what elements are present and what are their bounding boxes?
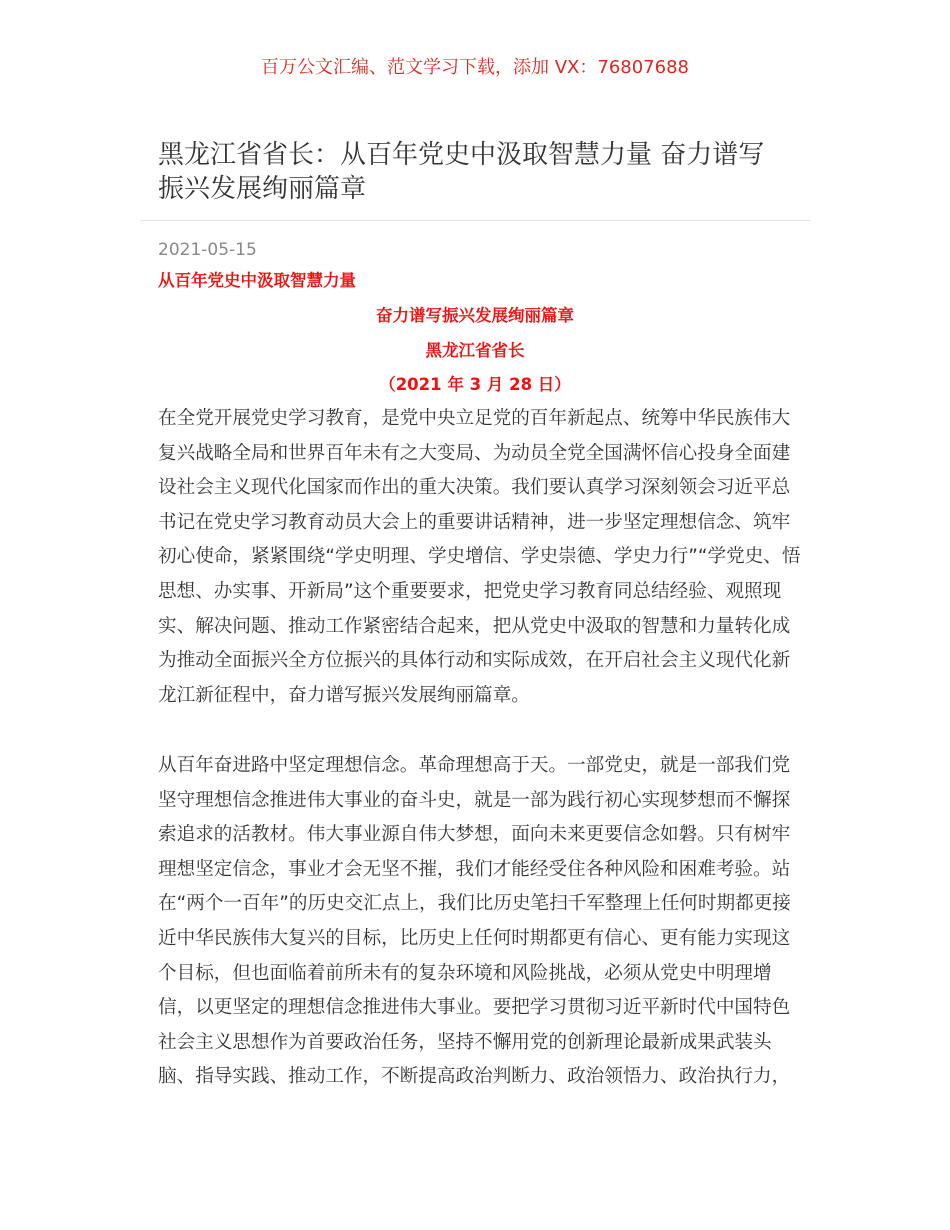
article-subheading: 从百年党史中汲取智慧力量 [158, 271, 356, 290]
paragraph-2 [158, 749, 798, 1095]
speech-date: （2021 年 3 月 28 日） [379, 375, 571, 394]
paragraph-line: 理想坚定信念，事业才会无坚不摧，我们才能经受住各种风险和困难考验。站 [158, 858, 791, 880]
paragraph-line: 设社会主义现代化国家而作出的重大决策。我们要认真学习深刻领会习近平总 [158, 477, 791, 499]
publish-date: 2021-05-15 [158, 240, 257, 260]
paragraph-line: 个目标，但也面临着前所未有的复杂环境和风险挑战，必须从党史中明理增 [158, 962, 772, 984]
paragraph-line: 在“两个一百年”的历史交汇点上，我们比历史笔扫千军整理上任何时期都更接 [158, 893, 791, 915]
paragraph-line: 为推动全面振兴全方位振兴的具体行动和实际成效，在开启社会主义现代化新 [158, 650, 791, 672]
article-subtitle: 奋力谱写振兴发展绚丽篇章 [376, 306, 574, 325]
article-author: 黑龙江省省长 [425, 341, 525, 360]
paragraph-line: 在全党开展党史学习教育，是党中央立足党的百年新起点、统筹中华民族伟大 [158, 408, 791, 429]
paragraph-1 [158, 402, 801, 713]
paragraph-line: 思想、办实事、开新局”这个重要要求，把党史学习教育同总结经验、观照现 [158, 580, 782, 602]
title-divider [140, 220, 810, 221]
paragraph-line: 近中华民族伟大复兴的目标，比历史上任何时期都更有信心、更有能力实现这 [158, 927, 791, 949]
paragraph-line: 坚守理想信念推进伟大事业的奋斗史，就是一部为践行初心实现梦想而不懈探 [158, 789, 791, 811]
paragraph-line: 初心使命，紧紧围绕“学史明理、学史增信、学史崇德、学史力行”“学党史、悟 [158, 546, 801, 568]
paragraph-line: 从百年奋进路中坚定理想信念。革命理想高于天。一部党史，就是一部我们党 [158, 755, 791, 776]
paragraph-line: 复兴战略全局和世界百年未有之大变局、为动员全党全国满怀信心投身全面建 [158, 442, 791, 464]
paragraph-line: 社会主义思想作为首要政治任务，坚持不懈用党的创新理论最新成果武装头 [158, 1031, 772, 1053]
title-line: 黑龙江省省长：从百年党史中汲取智慧力量 奋力谱写 [158, 140, 765, 170]
paragraph-line: 索追求的活教材。伟大事业源自伟大梦想，面向未来更要信念如磐。只有树牢 [158, 824, 791, 846]
download-banner: 百万公文汇编、范文学习下载，添加 VX：76807688 [261, 57, 689, 78]
title-line: 振兴发展绚丽篇章 [158, 174, 367, 204]
paragraph-line: 书记在党史学习教育动员大会上的重要讲话精神，进一步坚定理想信念、筑牢 [158, 511, 791, 533]
paragraph-line: 实、解决问题、推动工作紧密结合起来，把从党史中汲取的智慧和力量转化成 [158, 615, 791, 637]
paragraph-line: 龙江新征程中，奋力谱写振兴发展绚丽篇章。 [158, 684, 530, 706]
paragraph-line: 脑、指导实践、推动工作，不断提高政治判断力、政治领悟力、政治执行力， [158, 1066, 791, 1088]
paragraph-line: 信，以更坚定的理想信念推进伟大事业。要把学习贯彻习近平新时代中国特色 [158, 997, 791, 1019]
article-title [158, 138, 798, 206]
